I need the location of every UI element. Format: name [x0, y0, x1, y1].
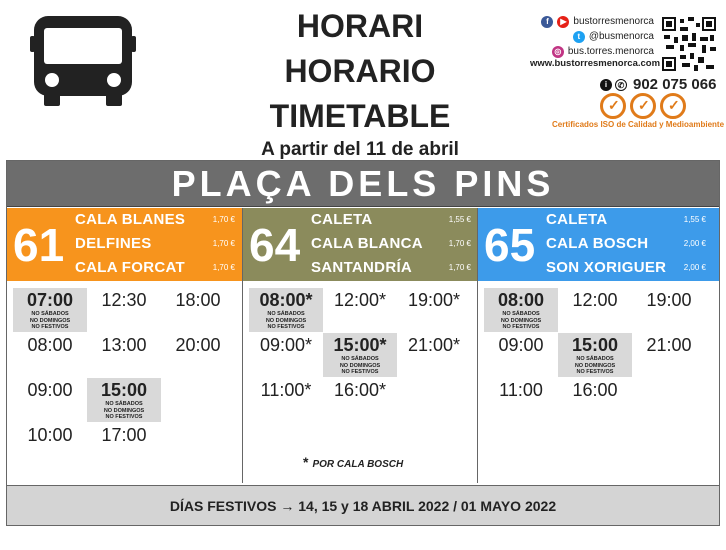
time-value: 08:00 [27, 335, 73, 355]
departure-time [323, 288, 397, 332]
time-value: 19:00* [407, 290, 461, 310]
service-note: NO SÁBADOS [502, 311, 540, 317]
service-note: NO SÁBADOS [341, 356, 379, 362]
departure-time [632, 288, 706, 332]
time-value: 19:00 [646, 290, 692, 310]
departure-time [323, 333, 397, 377]
title-catalan: HORARI [296, 8, 424, 44]
service-note: NO DOMINGOS [339, 362, 381, 369]
time-value: 09:00 [498, 335, 544, 355]
departure-time [13, 423, 87, 467]
departure-time [397, 333, 471, 377]
time-value: 15:00 [571, 335, 619, 355]
holidays-text: DÍAS FESTIVOS → 14, 15 y 18 ABRIL 2022 / 01 MAYO 2022 [169, 498, 557, 514]
destination-name: CALA BOSCH [546, 235, 649, 252]
bus-icon [30, 12, 136, 108]
departure-time [87, 288, 161, 332]
service-note: NO FESTIVOS [341, 369, 379, 375]
destination-row [546, 233, 706, 257]
destination-price: 1,55 € [448, 215, 471, 224]
departure-time [249, 378, 323, 422]
route-number: 64 [249, 219, 301, 271]
departure-time [13, 288, 87, 332]
service-note: NO FESTIVOS [31, 324, 69, 330]
time-value: 16:00* [333, 380, 387, 400]
service-note: NO DOMINGOS [574, 362, 616, 369]
route-footnote [303, 454, 403, 470]
service-note: NO FESTIVOS [502, 324, 540, 330]
destination-name: CALA BLANES [75, 211, 186, 228]
destination-name: CALA FORCAT [75, 259, 185, 276]
service-note: NO SÁBADOS [576, 356, 614, 362]
phone-icon: ✆ [615, 79, 627, 91]
departure-time [249, 288, 323, 332]
time-value: 08:00 [497, 290, 545, 310]
departure-time [161, 288, 235, 332]
timetable [6, 160, 720, 526]
title-english: TIMETABLE [269, 98, 451, 134]
social-handle: bustorresmenorca [573, 16, 654, 27]
route-column-61 [7, 208, 243, 483]
destination-name: SANTANDRÍA [311, 259, 413, 276]
website-link[interactable]: www.bustorresmenorca.com [530, 58, 661, 69]
departure-time [484, 378, 558, 422]
service-note: NO FESTIVOS [267, 324, 305, 330]
destination-name: CALETA [311, 211, 373, 228]
time-value: 16:00 [572, 380, 618, 400]
service-note: NO DOMINGOS [103, 407, 145, 414]
route-number: 65 [484, 219, 536, 271]
iso-seal-icon [660, 93, 686, 119]
phone-number: 902 075 066 [633, 76, 717, 93]
time-value: 20:00 [175, 335, 221, 355]
time-value: 10:00 [27, 425, 73, 445]
destination-row [75, 233, 235, 257]
iso-seal-icon [600, 93, 626, 119]
departure-time [13, 333, 87, 377]
certificates-text: Certificados ISO de Calidad y Medioambiente [552, 120, 725, 129]
route-header [478, 208, 719, 281]
destination-price: 2,00 € [683, 239, 706, 248]
time-value: 12:30 [101, 290, 147, 310]
footnote-marker: * [303, 454, 309, 470]
time-value: 12:00* [333, 290, 387, 310]
info-icon: i [600, 79, 612, 91]
departure-time [87, 378, 161, 422]
destination-row [311, 233, 471, 257]
departure-time [558, 333, 632, 377]
service-note: NO SÁBADOS [105, 401, 143, 407]
departure-time [249, 333, 323, 377]
iso-seal-icon [630, 93, 656, 119]
departure-times [243, 288, 477, 478]
time-value: 21:00* [407, 335, 461, 355]
instagram-icon: ◎ [552, 46, 564, 58]
stop-banner [7, 161, 719, 207]
service-note: NO DOMINGOS [500, 317, 542, 324]
departure-time [87, 333, 161, 377]
departure-time [87, 423, 161, 467]
time-value: 11:00 [499, 380, 543, 400]
destination-name: SON XORIGUER [546, 259, 667, 276]
departure-time [632, 378, 706, 422]
departure-time [558, 288, 632, 332]
route-column-65 [478, 208, 719, 483]
time-value: 15:00* [333, 335, 387, 355]
destination-name: DELFINES [75, 235, 152, 252]
destination-name: CALA BLANCA [311, 235, 423, 252]
departure-time [161, 423, 235, 467]
destination-row [311, 257, 471, 281]
time-value: 12:00 [572, 290, 618, 310]
destination-row [311, 209, 471, 233]
departure-times [7, 288, 242, 478]
title-block [250, 4, 470, 161]
phone-contact[interactable] [600, 76, 716, 93]
destination-price: 1,70 € [448, 239, 471, 248]
service-note: NO SÁBADOS [267, 311, 305, 317]
departure-time [632, 333, 706, 377]
holidays-bar [7, 485, 719, 525]
departure-time [323, 378, 397, 422]
time-value: 07:00 [26, 290, 74, 310]
destination-row [75, 257, 235, 281]
route-header [7, 208, 242, 281]
time-value: 18:00 [175, 290, 221, 310]
destination-row [546, 257, 706, 281]
departure-time [161, 378, 235, 422]
route-number: 61 [13, 219, 65, 271]
departure-time [13, 378, 87, 422]
time-value: 09:00 [27, 380, 73, 400]
time-value: 13:00 [101, 335, 147, 355]
service-note: NO SÁBADOS [31, 311, 69, 317]
time-value: 11:00* [260, 380, 312, 400]
footnote-text: POR CALA BOSCH [312, 459, 404, 470]
service-note: NO FESTIVOS [576, 369, 614, 375]
stop-name: PLAÇA DELS PINS [171, 163, 555, 204]
route-header [243, 208, 477, 281]
title-spanish: HORARIO [284, 53, 436, 89]
service-note: NO FESTIVOS [105, 414, 143, 420]
departure-time [484, 288, 558, 332]
destination-row [75, 209, 235, 233]
time-value: 15:00 [100, 380, 148, 400]
destination-name: CALETA [546, 211, 608, 228]
departure-time [397, 378, 471, 422]
destination-row [546, 209, 706, 233]
time-value: 08:00* [259, 290, 313, 310]
route-column-64 [243, 208, 478, 483]
service-note: NO DOMINGOS [265, 317, 307, 324]
facebook-icon: f [541, 16, 553, 28]
time-value: 09:00* [259, 335, 313, 355]
instagram-handle: bus.torres.menorca [567, 46, 654, 57]
destination-price: 1,70 € [448, 263, 471, 272]
departure-time [558, 378, 632, 422]
destination-price: 1,70 € [212, 239, 235, 248]
valid-from: A partir del 11 de abril [261, 139, 459, 160]
departure-time [161, 333, 235, 377]
youtube-icon: ▶ [557, 16, 569, 28]
departure-time [484, 333, 558, 377]
destination-price: 2,00 € [683, 263, 706, 272]
departure-times [478, 288, 719, 478]
time-value: 17:00 [101, 425, 147, 445]
destination-price: 1,70 € [212, 215, 235, 224]
twitter-handle: @busmenorca [588, 31, 654, 42]
departure-time [397, 288, 471, 332]
iso-seals [600, 93, 686, 119]
twitter-icon: t [573, 31, 585, 43]
time-value: 21:00 [646, 335, 692, 355]
service-note: NO DOMINGOS [29, 317, 71, 324]
qr-code[interactable] [662, 17, 716, 71]
destination-price: 1,70 € [212, 263, 235, 272]
destination-price: 1,55 € [683, 215, 706, 224]
